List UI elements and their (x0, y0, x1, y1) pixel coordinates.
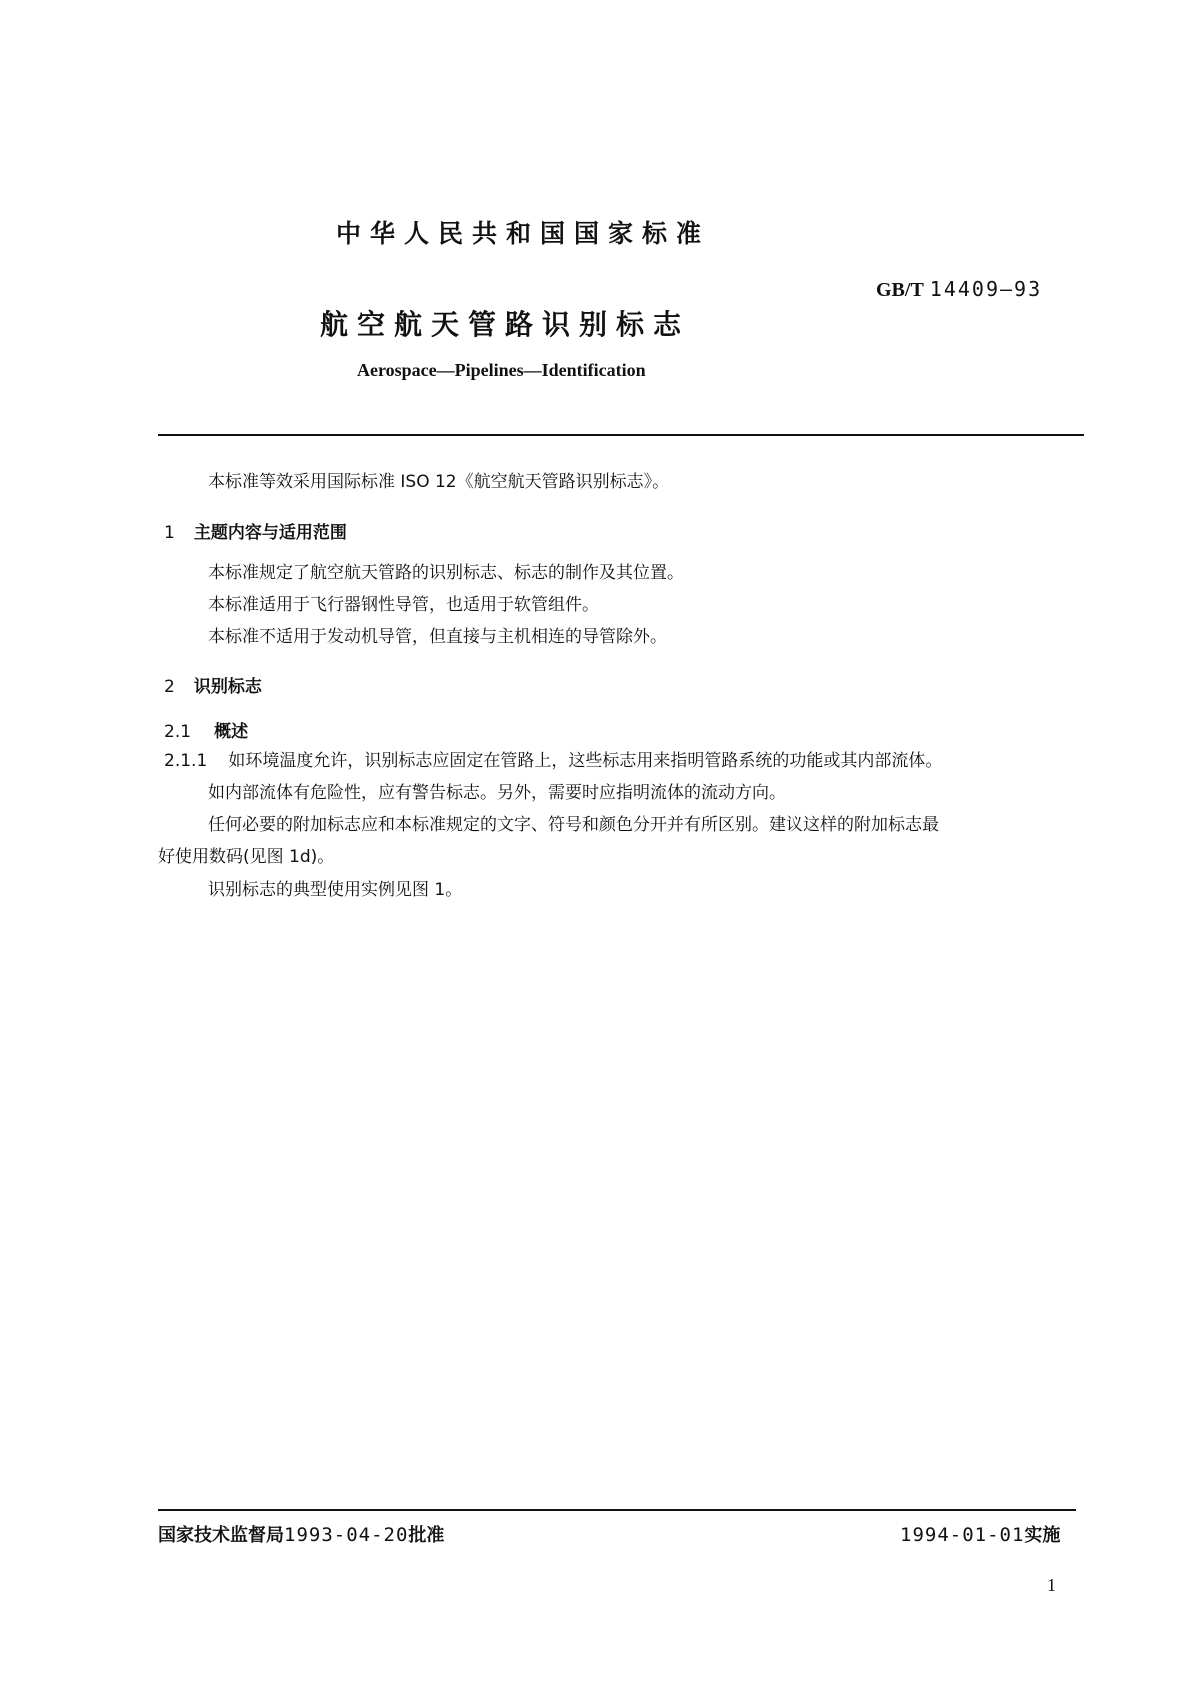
section-2-1-1-line-2: 如内部流体有危险性，应有警告标志。另外，需要时应指明流体的流动方向。 (208, 783, 786, 803)
standard-number (876, 277, 1042, 302)
section-1-paragraph-1: 本标准规定了航空航天管路的识别标志、标志的制作及其位置。 (208, 563, 684, 583)
section-1-paragraph-3: 本标准不适用于发动机导管，但直接与主机相连的导管除外。 (208, 627, 667, 647)
document-title-cn: 航空航天管路识别标志 (320, 308, 691, 341)
footer-divider (158, 1509, 1076, 1511)
effective-suffix: 实施 (1024, 1525, 1061, 1546)
section-2-1-number: 2.1 (164, 722, 192, 742)
section-2-1-1-number: 2.1.1 (164, 751, 208, 771)
section-1-title: 主题内容与适用范围 (193, 523, 347, 543)
page-number: 1 (1047, 1575, 1056, 1595)
document-title-en: Aerospace—Pipelines—Identification (357, 360, 646, 380)
section-2-heading (164, 672, 262, 697)
header-divider (158, 434, 1084, 436)
intro-paragraph: 本标准等效采用国际标准 ISO 12《航空航天管路识别标志》。 (208, 472, 670, 492)
section-2-1-1-line-5: 识别标志的典型使用实例见图 1。 (208, 880, 463, 900)
effective-date: 1994-01-01 (900, 1524, 1025, 1546)
section-1-paragraph-2: 本标准适用于飞行器钢性导管，也适用于软管组件。 (208, 595, 599, 615)
national-standard-heading: 中华人民共和国国家标准 (336, 219, 711, 248)
section-2-1-1-line-3: 任何必要的附加标志应和本标准规定的文字、符号和颜色分开并有所区别。建议这样的附加标志最 (208, 815, 939, 835)
approval-date: 1993-04-20 (284, 1524, 409, 1546)
standard-code: 14409—93 (929, 277, 1043, 301)
section-1-number: 1 (164, 523, 175, 543)
section-2-title: 识别标志 (193, 677, 262, 697)
approval-line (158, 1521, 444, 1547)
effective-line (900, 1521, 1060, 1547)
section-2-number: 2 (164, 677, 175, 697)
section-2-1-heading (164, 717, 248, 742)
section-2-1-title: 概述 (214, 722, 249, 742)
approval-org: 国家技术监督局 (158, 1525, 284, 1546)
section-2-1-1-line-1: 如环境温度允许，识别标志应固定在管路上，这些标志用来指明管路系统的功能或其内部流体。 (228, 751, 943, 771)
approval-suffix: 批准 (408, 1525, 445, 1546)
standard-prefix: GB/T (876, 279, 924, 301)
section-2-1-1-line-4: 好使用数码(见图 1d)。 (158, 847, 335, 867)
section-2-1-1-first-line (164, 749, 942, 773)
section-1-heading (164, 518, 347, 543)
